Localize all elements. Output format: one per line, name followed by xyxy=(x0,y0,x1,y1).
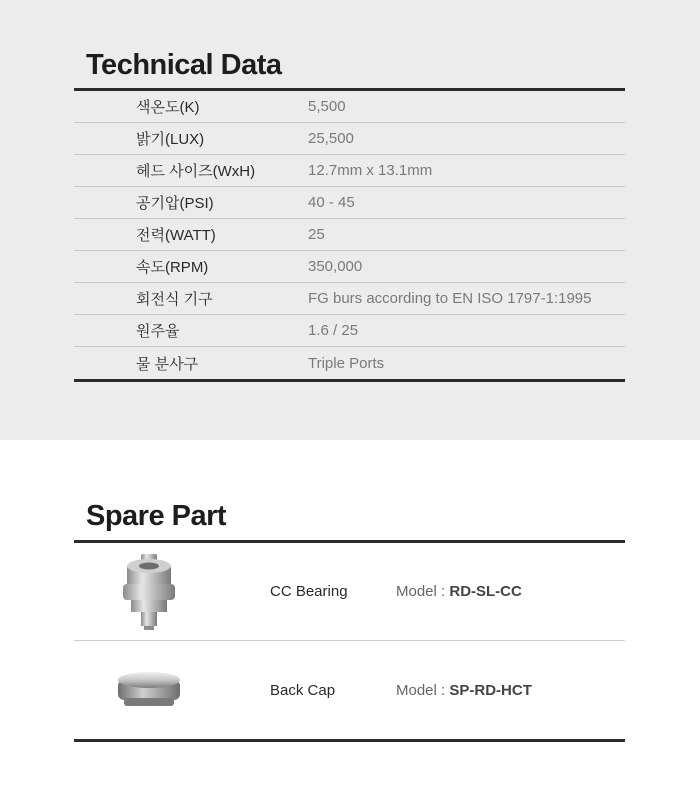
spec-label: 물 분사구 xyxy=(136,355,199,373)
spec-table xyxy=(74,88,625,382)
spec-label: 밝기(LUX) xyxy=(136,131,205,148)
model-label: Model : xyxy=(396,583,450,600)
spec-value: FG burs according to EN ISO 1797-1:1995 xyxy=(308,290,592,307)
spec-value: 40 - 45 xyxy=(308,194,355,211)
spec-value: 1.6 / 25 xyxy=(308,322,359,339)
spec-row xyxy=(74,155,625,187)
model-code: SP-RD-HCT xyxy=(449,681,532,699)
spec-row xyxy=(74,347,625,379)
model-label: Model : xyxy=(396,681,450,699)
back-cap-icon xyxy=(74,668,224,712)
spec-label: 속도(RPM) xyxy=(136,259,209,276)
spec-row xyxy=(74,315,625,347)
part-model xyxy=(396,583,522,600)
spare-part-title: Spare Part xyxy=(86,500,227,532)
spec-value: 25 xyxy=(308,226,325,243)
bearing-icon xyxy=(74,552,224,632)
spec-label: 공기압(PSI) xyxy=(136,195,214,212)
model-code: RD-SL-CC xyxy=(449,583,522,600)
spec-value: 5,500 xyxy=(308,98,346,115)
spec-value: Triple Ports xyxy=(308,354,385,372)
part-row xyxy=(74,543,625,641)
part-name: Back Cap xyxy=(270,681,336,699)
spec-row xyxy=(74,123,625,155)
technical-data-title: Technical Data xyxy=(86,49,282,81)
part-name: CC Bearing xyxy=(270,583,348,600)
spare-parts-table xyxy=(74,540,625,742)
part-model xyxy=(396,682,532,699)
spec-label: 색온도(K) xyxy=(136,99,200,116)
part-row xyxy=(74,641,625,739)
spec-label: 헤드 사이즈(WxH) xyxy=(136,163,256,180)
spec-row xyxy=(74,283,625,315)
spec-label: 원주율 xyxy=(136,323,180,340)
spec-value: 350,000 xyxy=(308,258,363,275)
spec-label: 전력(WATT) xyxy=(136,227,216,244)
spec-value: 12.7mm x 13.1mm xyxy=(308,162,433,179)
spec-row xyxy=(74,91,625,123)
spec-row xyxy=(74,219,625,251)
spec-label: 회전식 기구 xyxy=(136,291,213,308)
spec-row xyxy=(74,251,625,283)
spec-row xyxy=(74,187,625,219)
spec-value: 25,500 xyxy=(308,130,354,147)
